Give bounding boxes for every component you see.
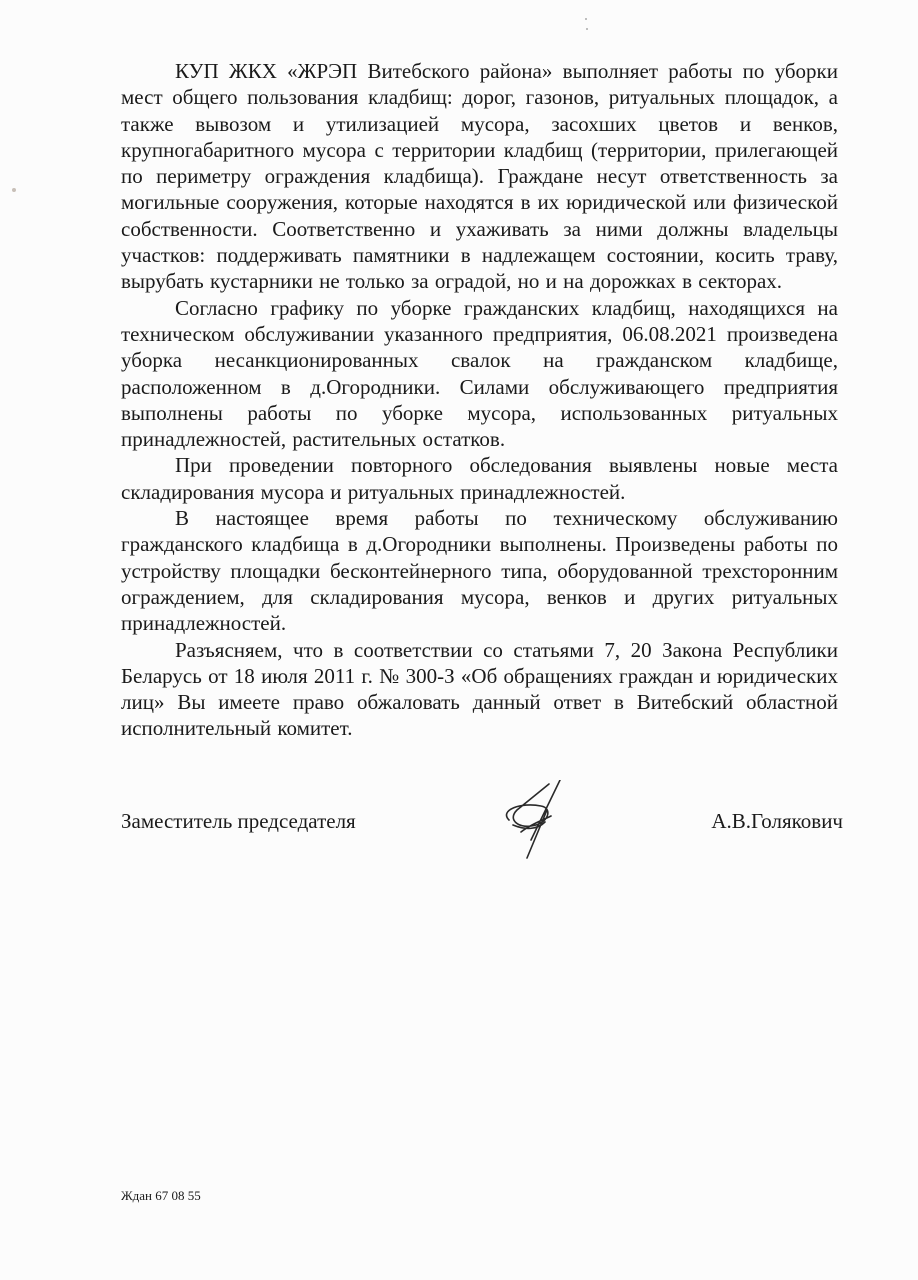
paragraph-cemetery-maintenance: КУП ЖКХ «ЖРЭП Витебского района» выполняет работы по уборки мест общего пользования кладбищ: дорог, газонов, ритуальных площадок, а также вывозом и утилизацией мусора, засохших цветов и венков, крупногабаритного мусора с территории кладбищ (территории, прилегающей по периметру ограждения кладбища). Граждане несут ответственность за могильные сооружения, которые находятся в их юридической или физической собственности. Соответственно и ухаживать за ними должны владельцы участков: поддерживать памятники в надлежащем состоянии, косить траву, вырубать кустарники не только за оградой, но и на дорожках в секторах. bbox=[121, 59, 838, 294]
paragraph-cleanup-schedule: Согласно графику по уборке гражданских кладбищ, находящихся на техническом обслуживании указанного предприятия, 06.08.2021 произведена уборка несанкционированных свалок на гражданском кладбище, расположенном в д.Огородники. Силами обслуживающего предприятия выполнены работы по уборке мусора, использованных ритуальных принадлежностей, растительных остатков. bbox=[121, 295, 838, 452]
scan-speck bbox=[12, 188, 16, 192]
scan-speck bbox=[585, 18, 587, 20]
signatory-name: А.В.Голякович bbox=[711, 809, 843, 833]
paragraph-repeat-inspection: При проведении повторного обследования выявлены новые места складирования мусора и ритуальных принадлежностей. bbox=[121, 453, 838, 504]
handwritten-signature-icon bbox=[491, 780, 581, 860]
scan-speck bbox=[586, 28, 588, 30]
signatory-position: Заместитель председателя bbox=[121, 809, 356, 833]
executor-contact: Ждан 67 08 55 bbox=[121, 1188, 201, 1203]
paragraph-current-status: В настоящее время работы по техническому обслуживанию гражданского кладбища в д.Огородники выполнены. Произведены работы по устройству площадки бесконтейнерного типа, оборудованной трехсторонним ограждением, для складирования мусора, венков и других ритуальных принадлежностей. bbox=[121, 506, 838, 636]
letter-body bbox=[121, 58, 838, 742]
paragraph-appeal-rights: Разъясняем, что в соответствии со статьями 7, 20 Закона Республики Беларусь от 18 июля 2011 г. № 300-З «Об обращениях граждан и юридических лиц» Вы имеете право обжаловать данный ответ в Витебский областной исполнительный комитет. bbox=[121, 637, 838, 741]
signature-block bbox=[121, 805, 843, 865]
